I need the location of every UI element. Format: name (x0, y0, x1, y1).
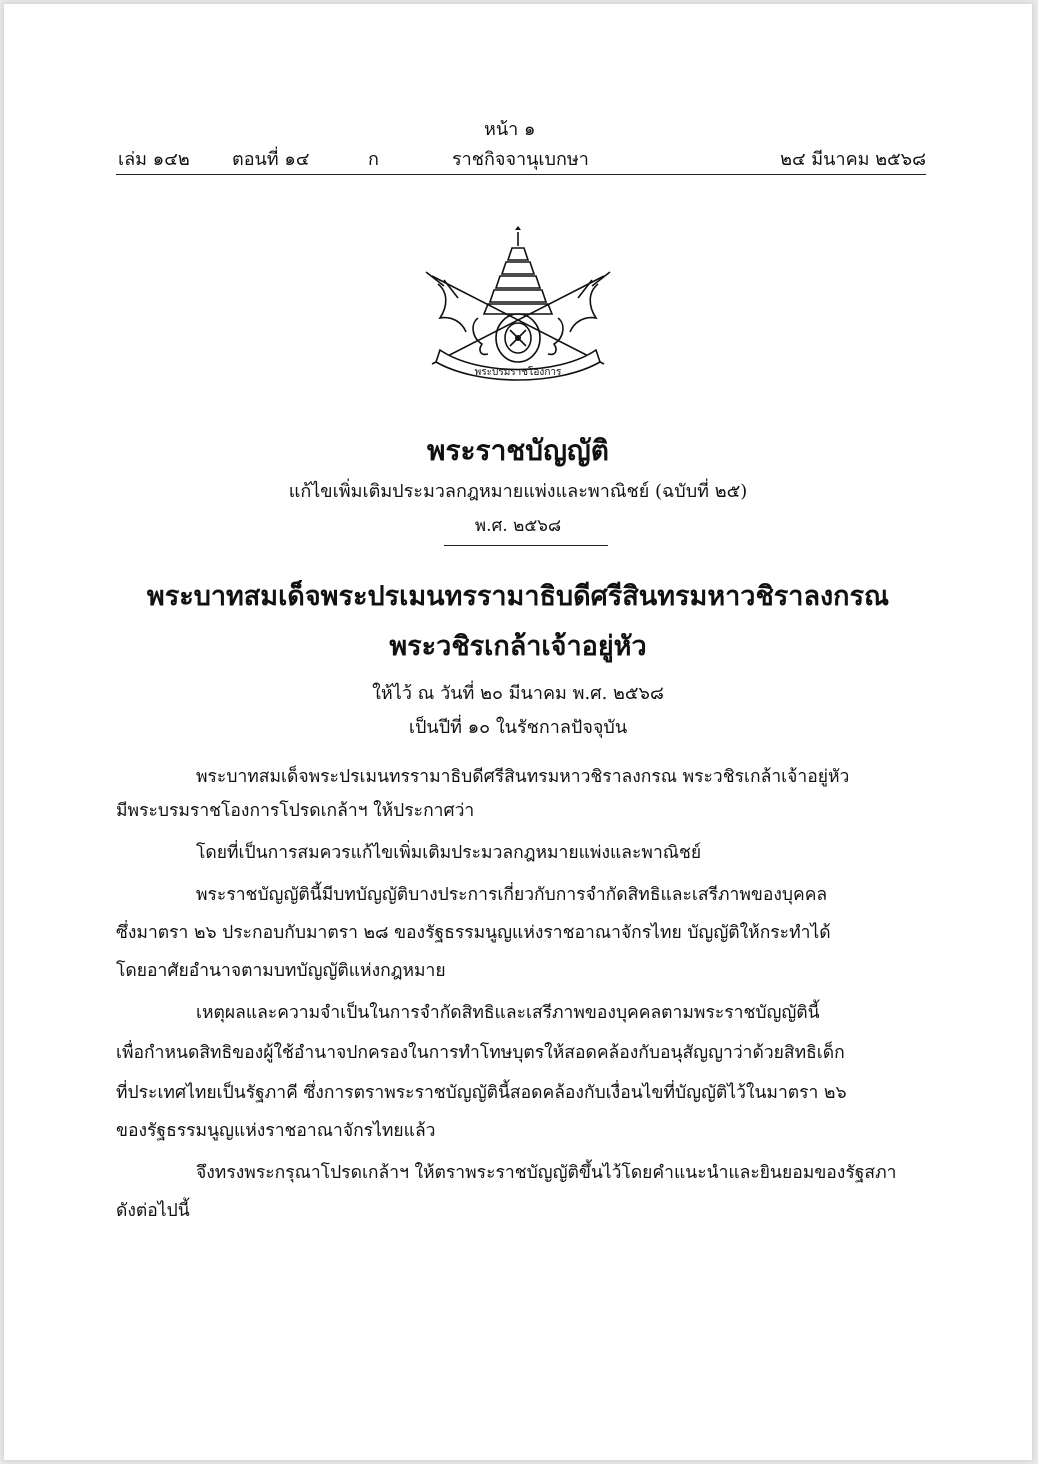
paragraph-line: ของรัฐธรรมนูญแห่งราชอาณาจักรไทยแล้ว (116, 1121, 436, 1141)
volume-label: เล่ม ๑๔๒ (118, 149, 190, 170)
king-name-line1: พระบาทสมเด็จพระปรเมนทรรามาธิบดีศรีสินทรมหาวชิราลงกรณ (146, 581, 890, 612)
paragraph-line: เหตุผลและความจำเป็นในการจำกัดสิทธิและเสรีภาพของบุคคลตามพระราชบัญญัตินี้ (196, 1003, 820, 1023)
act-year: พ.ศ. ๒๕๖๘ (474, 516, 562, 536)
royal-emblem-icon (418, 226, 618, 384)
title-rule (444, 545, 608, 546)
emblem-ribbon-text: พระบรมราชโองการ (474, 367, 562, 378)
paragraph-line: จึงทรงพระกรุณาโปรดเกล้าฯ ให้ตราพระราชบัญญัติขึ้นไว้โดยคำแนะนำและยินยอมของรัฐสภา (196, 1163, 897, 1183)
page-number: หน้า ๑ (484, 119, 536, 140)
paragraph-line: พระบาทสมเด็จพระปรเมนทรรามาธิบดีศรีสินทรมหาวชิราลงกรณ พระวชิรเกล้าเจ้าอยู่หัว (196, 767, 850, 787)
reign-year: เป็นปีที่ ๑๐ ในรัชกาลปัจจุบัน (408, 717, 628, 738)
part-label: ก (368, 149, 379, 170)
paragraph-line: พระราชบัญญัตินี้มีบทบัญญัติบางประการเกี่ยวกับการจำกัดสิทธิและเสรีภาพของบุคคล (196, 885, 828, 905)
section-label: ตอนที่ ๑๔ (232, 149, 310, 170)
paragraph-line: ซึ่งมาตรา ๒๖ ประกอบกับมาตรา ๒๘ ของรัฐธรรมนูญแห่งราชอาณาจักรไทย บัญญัติให้กระทำได้ (116, 923, 831, 943)
publication-name: ราชกิจจานุเบกษา (452, 149, 589, 170)
paragraph-line: มีพระบรมราชโองการโปรดเกล้าฯ ให้ประกาศว่า (116, 801, 475, 821)
paragraph-line: เพื่อกำหนดสิทธิของผู้ใช้อำนาจปกครองในการทำโทษบุตรให้สอดคล้องกับอนุสัญญาว่าด้วยสิทธิเด็ก (116, 1043, 845, 1063)
king-name-line2: พระวชิรเกล้าเจ้าอยู่หัว (389, 631, 647, 662)
act-subtitle: แก้ไขเพิ่มเติมประมวลกฎหมายแพ่งและพาณิชย์ (ฉบับที่ ๒๕) (288, 481, 748, 502)
paragraph-line: โดยอาศัยอำนาจตามบทบัญญัติแห่งกฎหมาย (116, 961, 446, 981)
paragraph-line: ดังต่อไปนี้ (116, 1201, 190, 1221)
header-rule (116, 174, 926, 175)
given-date: ให้ไว้ ณ วันที่ ๒๐ มีนาคม พ.ศ. ๒๕๖๘ (372, 683, 664, 704)
act-title: พระราชบัญญัติ (427, 434, 609, 467)
publication-date: ๒๔ มีนาคม ๒๕๖๘ (780, 149, 926, 170)
gazette-page (4, 4, 1032, 1460)
paragraph-line: ที่ประเทศไทยเป็นรัฐภาคี ซึ่งการตราพระราชบัญญัตินี้สอดคล้องกับเงื่อนไขที่บัญญัติไว้ในมาตรา ๒๖ (116, 1083, 847, 1103)
paragraph-line: โดยที่เป็นการสมควรแก้ไขเพิ่มเติมประมวลกฎหมายแพ่งและพาณิชย์ (196, 843, 702, 863)
